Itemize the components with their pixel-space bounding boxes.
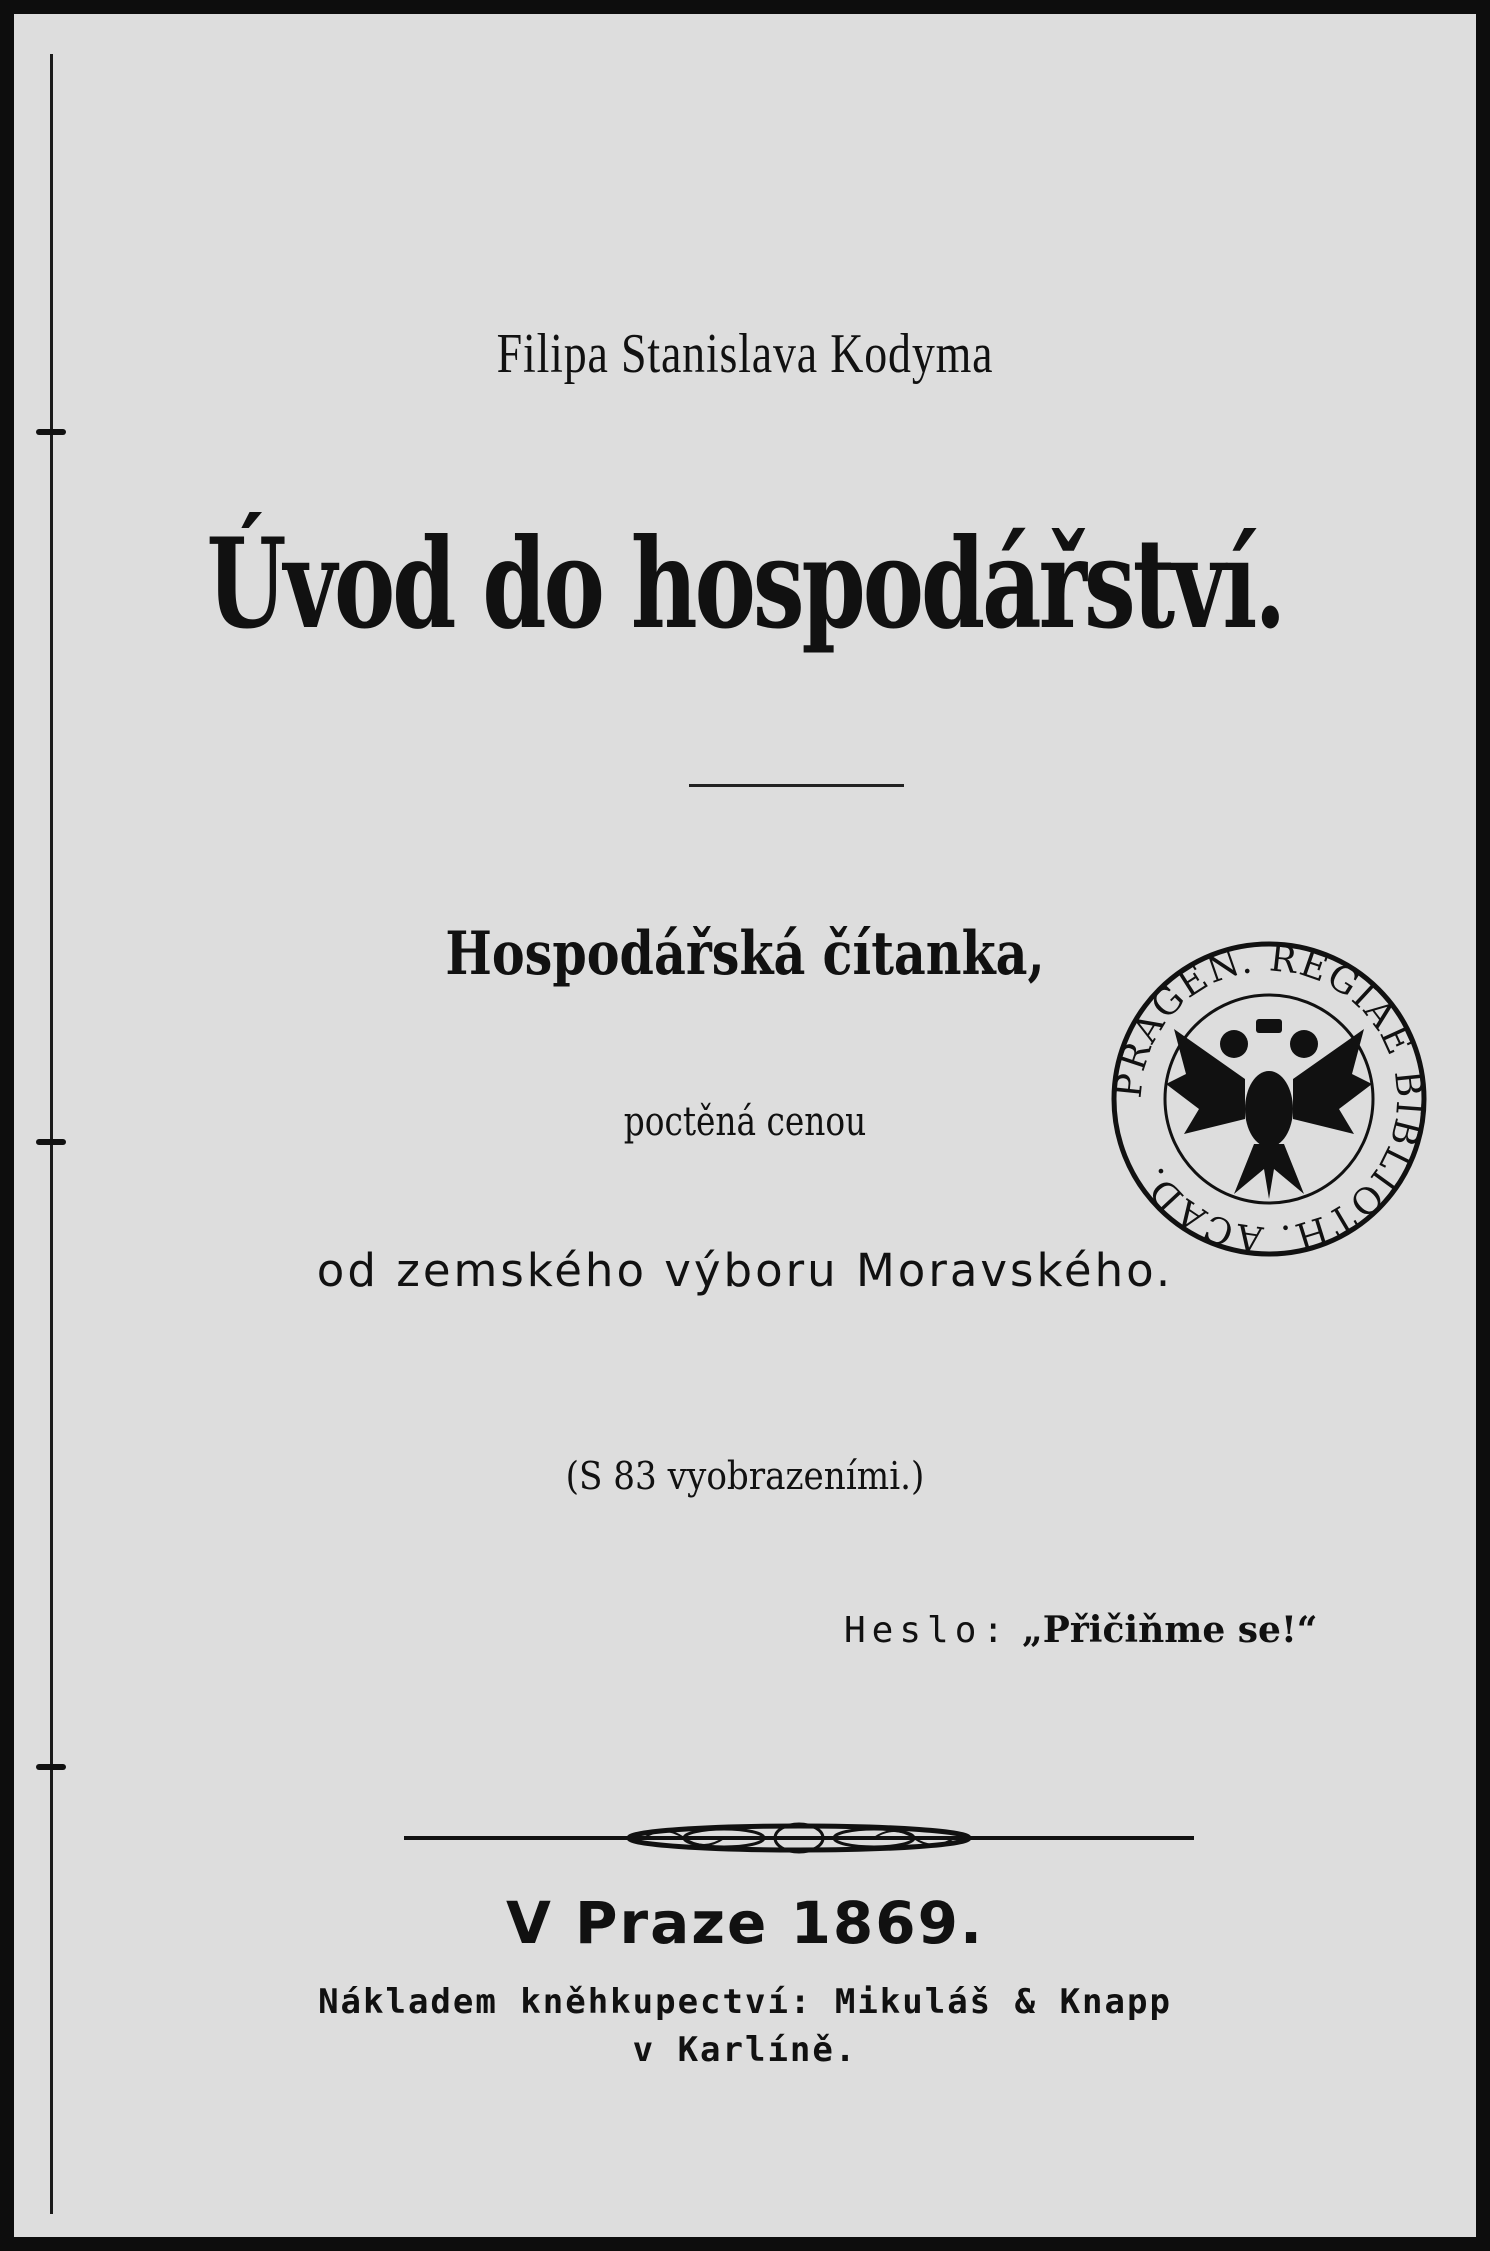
motto-text: „Přičiňme se!“ bbox=[1022, 1609, 1318, 1651]
title-page bbox=[14, 14, 1476, 2237]
place-year: V Praze 1869. bbox=[505, 1889, 985, 1957]
publisher: Nákladem kněhkupectví: Mikuláš & Knapp bbox=[318, 1982, 1172, 2022]
publisher-town: v Karlíně. bbox=[632, 2030, 858, 2070]
author-name: Filipa Stanislava Kodyma bbox=[496, 323, 994, 385]
book-title: Úvod do hospodářství. bbox=[206, 512, 1284, 657]
binding-mark bbox=[36, 1764, 66, 1770]
stamp-ring-text: PRAGEN. REGIAE BIBLIOTH. ACAD. bbox=[1108, 938, 1430, 1260]
award-note: poctěná cenou bbox=[623, 1099, 867, 1145]
illustrations-note: (S 83 vyobrazeními.) bbox=[565, 1454, 925, 1498]
committee-note: od zemského výboru Moravského. bbox=[316, 1244, 1174, 1297]
motto-label: Heslo: bbox=[844, 1610, 1011, 1651]
ornament-divider bbox=[404, 1814, 1194, 1862]
motto bbox=[844, 1609, 1317, 1651]
binding-mark bbox=[36, 1139, 66, 1145]
divider-rule bbox=[689, 784, 904, 787]
binding-mark bbox=[36, 429, 66, 435]
book-subtitle: Hospodářská čítanka, bbox=[445, 919, 1045, 989]
library-stamp-icon bbox=[1104, 934, 1434, 1264]
